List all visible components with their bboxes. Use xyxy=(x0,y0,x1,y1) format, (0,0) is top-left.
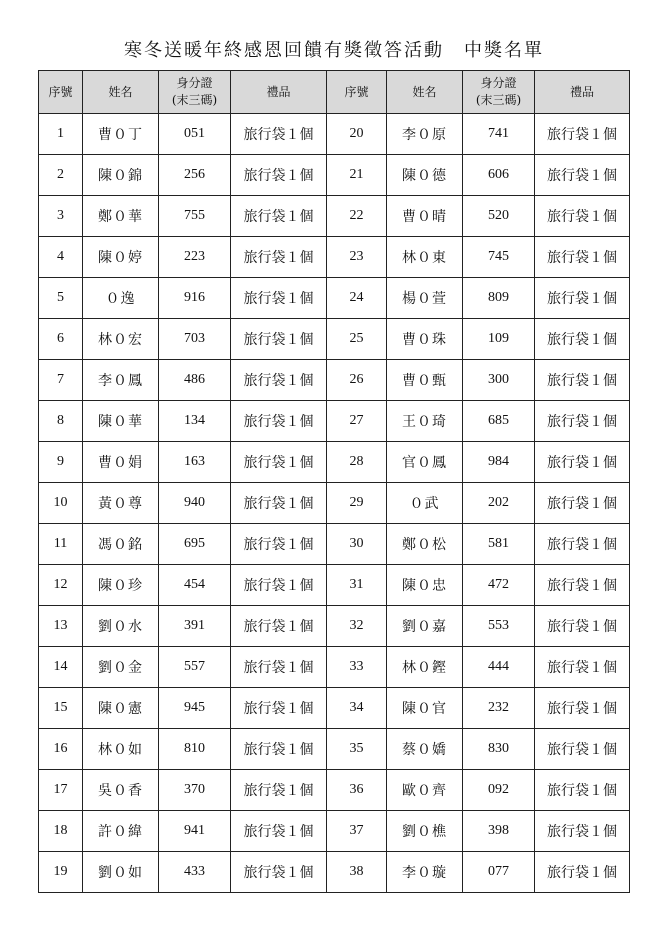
seq-cell: 9 xyxy=(39,442,83,483)
seq-cell: 12 xyxy=(39,565,83,606)
gift-cell: 旅行袋１個 xyxy=(231,401,327,442)
gift-cell: 旅行袋１個 xyxy=(535,114,630,155)
table-row xyxy=(39,770,630,811)
gift-cell: 旅行袋１個 xyxy=(535,811,630,852)
header-gift: 禮品 xyxy=(231,71,327,114)
gift-cell: 旅行袋１個 xyxy=(535,524,630,565)
gift-cell: 旅行袋１個 xyxy=(231,278,327,319)
name-cell: 陳０珍 xyxy=(83,565,159,606)
header-row xyxy=(39,71,630,114)
name-cell: 林０宏 xyxy=(83,319,159,360)
seq-cell: 23 xyxy=(327,237,387,278)
gift-cell: 旅行袋１個 xyxy=(231,688,327,729)
name-cell: 陳０官 xyxy=(387,688,463,729)
name-cell: 黃０尊 xyxy=(83,483,159,524)
seq-cell: 21 xyxy=(327,155,387,196)
name-cell: 陳０華 xyxy=(83,401,159,442)
table-row xyxy=(39,647,630,688)
id-cell: 202 xyxy=(463,483,535,524)
name-cell: 吳０香 xyxy=(83,770,159,811)
header-id-line2: (末三碼) xyxy=(171,93,218,107)
name-cell: 陳０錦 xyxy=(83,155,159,196)
table-row xyxy=(39,606,630,647)
id-cell: 398 xyxy=(463,811,535,852)
id-cell: 810 xyxy=(159,729,231,770)
id-cell: 606 xyxy=(463,155,535,196)
table-row xyxy=(39,319,630,360)
page-title: 寒冬送暖年終感恩回饋有獎徵答活動 中獎名單 xyxy=(124,40,544,61)
seq-cell: 20 xyxy=(327,114,387,155)
seq-cell: 15 xyxy=(39,688,83,729)
seq-cell: 24 xyxy=(327,278,387,319)
seq-cell: 25 xyxy=(327,319,387,360)
table-row xyxy=(39,811,630,852)
id-cell: 486 xyxy=(159,360,231,401)
name-cell: 曹０娟 xyxy=(83,442,159,483)
gift-cell: 旅行袋１個 xyxy=(535,401,630,442)
gift-cell: 旅行袋１個 xyxy=(231,155,327,196)
header-id-line2: (末三碼) xyxy=(475,93,522,107)
gift-cell: 旅行袋１個 xyxy=(535,319,630,360)
name-cell: 陳０憲 xyxy=(83,688,159,729)
name-cell: 陳０婷 xyxy=(83,237,159,278)
table-row xyxy=(39,155,630,196)
gift-cell: 旅行袋１個 xyxy=(535,647,630,688)
gift-cell: 旅行袋１個 xyxy=(535,278,630,319)
seq-cell: 10 xyxy=(39,483,83,524)
winners-table xyxy=(38,70,630,893)
name-cell: 楊０萱 xyxy=(387,278,463,319)
table-row xyxy=(39,278,630,319)
seq-cell: 32 xyxy=(327,606,387,647)
name-cell: ０武 xyxy=(387,483,463,524)
table-row xyxy=(39,442,630,483)
name-cell: 李０鳳 xyxy=(83,360,159,401)
gift-cell: 旅行袋１個 xyxy=(231,114,327,155)
id-cell: 557 xyxy=(159,647,231,688)
seq-cell: 35 xyxy=(327,729,387,770)
table-row xyxy=(39,114,630,155)
id-cell: 520 xyxy=(463,196,535,237)
name-cell: 李０原 xyxy=(387,114,463,155)
id-cell: 256 xyxy=(159,155,231,196)
gift-cell: 旅行袋１個 xyxy=(535,606,630,647)
seq-cell: 11 xyxy=(39,524,83,565)
table-row xyxy=(39,401,630,442)
id-cell: 092 xyxy=(463,770,535,811)
gift-cell: 旅行袋１個 xyxy=(231,565,327,606)
seq-cell: 17 xyxy=(39,770,83,811)
id-cell: 809 xyxy=(463,278,535,319)
table-row xyxy=(39,237,630,278)
gift-cell: 旅行袋１個 xyxy=(535,852,630,893)
gift-cell: 旅行袋１個 xyxy=(231,647,327,688)
id-cell: 232 xyxy=(463,688,535,729)
id-cell: 703 xyxy=(159,319,231,360)
id-cell: 741 xyxy=(463,114,535,155)
gift-cell: 旅行袋１個 xyxy=(231,770,327,811)
seq-cell: 33 xyxy=(327,647,387,688)
name-cell: 林０鏗 xyxy=(387,647,463,688)
table-row xyxy=(39,565,630,606)
seq-cell: 3 xyxy=(39,196,83,237)
header-seq: 序號 xyxy=(327,71,387,114)
name-cell: 劉０樵 xyxy=(387,811,463,852)
gift-cell: 旅行袋１個 xyxy=(231,483,327,524)
name-cell: 曹０晴 xyxy=(387,196,463,237)
id-cell: 941 xyxy=(159,811,231,852)
name-cell: 曹０甄 xyxy=(387,360,463,401)
gift-cell: 旅行袋１個 xyxy=(535,729,630,770)
id-cell: 755 xyxy=(159,196,231,237)
name-cell: 官０鳳 xyxy=(387,442,463,483)
id-cell: 454 xyxy=(159,565,231,606)
seq-cell: 37 xyxy=(327,811,387,852)
header-id-line1: 身分證 xyxy=(176,76,213,90)
seq-cell: 31 xyxy=(327,565,387,606)
seq-cell: 27 xyxy=(327,401,387,442)
name-cell: 劉０金 xyxy=(83,647,159,688)
seq-cell: 13 xyxy=(39,606,83,647)
seq-cell: 7 xyxy=(39,360,83,401)
gift-cell: 旅行袋１個 xyxy=(231,237,327,278)
name-cell: 許０緯 xyxy=(83,811,159,852)
id-cell: 916 xyxy=(159,278,231,319)
id-cell: 223 xyxy=(159,237,231,278)
table-row xyxy=(39,360,630,401)
id-cell: 077 xyxy=(463,852,535,893)
id-cell: 553 xyxy=(463,606,535,647)
gift-cell: 旅行袋１個 xyxy=(535,360,630,401)
gift-cell: 旅行袋１個 xyxy=(231,729,327,770)
gift-cell: 旅行袋１個 xyxy=(535,688,630,729)
name-cell: 李０璇 xyxy=(387,852,463,893)
table-row xyxy=(39,688,630,729)
seq-cell: 34 xyxy=(327,688,387,729)
name-cell: 歐０齊 xyxy=(387,770,463,811)
seq-cell: 6 xyxy=(39,319,83,360)
name-cell: 馮０銘 xyxy=(83,524,159,565)
seq-cell: 36 xyxy=(327,770,387,811)
table-row xyxy=(39,483,630,524)
header-id xyxy=(463,71,535,114)
id-cell: 444 xyxy=(463,647,535,688)
name-cell: ０逸 xyxy=(83,278,159,319)
seq-cell: 1 xyxy=(39,114,83,155)
seq-cell: 29 xyxy=(327,483,387,524)
seq-cell: 38 xyxy=(327,852,387,893)
header-id-line1: 身分證 xyxy=(480,76,517,90)
seq-cell: 26 xyxy=(327,360,387,401)
gift-cell: 旅行袋１個 xyxy=(535,196,630,237)
id-cell: 695 xyxy=(159,524,231,565)
seq-cell: 28 xyxy=(327,442,387,483)
table-row xyxy=(39,196,630,237)
gift-cell: 旅行袋１個 xyxy=(231,442,327,483)
gift-cell: 旅行袋１個 xyxy=(231,606,327,647)
seq-cell: 14 xyxy=(39,647,83,688)
name-cell: 鄭０松 xyxy=(387,524,463,565)
gift-cell: 旅行袋１個 xyxy=(535,483,630,524)
id-cell: 134 xyxy=(159,401,231,442)
table-row xyxy=(39,852,630,893)
header-name: 姓名 xyxy=(83,71,159,114)
gift-cell: 旅行袋１個 xyxy=(535,565,630,606)
gift-cell: 旅行袋１個 xyxy=(231,524,327,565)
id-cell: 581 xyxy=(463,524,535,565)
id-cell: 300 xyxy=(463,360,535,401)
name-cell: 劉０嘉 xyxy=(387,606,463,647)
gift-cell: 旅行袋１個 xyxy=(231,852,327,893)
name-cell: 陳０德 xyxy=(387,155,463,196)
id-cell: 940 xyxy=(159,483,231,524)
id-cell: 745 xyxy=(463,237,535,278)
id-cell: 685 xyxy=(463,401,535,442)
seq-cell: 4 xyxy=(39,237,83,278)
name-cell: 蔡０嬌 xyxy=(387,729,463,770)
seq-cell: 19 xyxy=(39,852,83,893)
id-cell: 163 xyxy=(159,442,231,483)
id-cell: 945 xyxy=(159,688,231,729)
id-cell: 472 xyxy=(463,565,535,606)
header-gift: 禮品 xyxy=(535,71,630,114)
name-cell: 劉０水 xyxy=(83,606,159,647)
seq-cell: 16 xyxy=(39,729,83,770)
name-cell: 林０如 xyxy=(83,729,159,770)
name-cell: 王０琦 xyxy=(387,401,463,442)
seq-cell: 8 xyxy=(39,401,83,442)
gift-cell: 旅行袋１個 xyxy=(231,319,327,360)
header-seq: 序號 xyxy=(39,71,83,114)
seq-cell: 2 xyxy=(39,155,83,196)
seq-cell: 22 xyxy=(327,196,387,237)
name-cell: 陳０忠 xyxy=(387,565,463,606)
id-cell: 051 xyxy=(159,114,231,155)
gift-cell: 旅行袋１個 xyxy=(535,770,630,811)
name-cell: 曹０珠 xyxy=(387,319,463,360)
table-row xyxy=(39,729,630,770)
gift-cell: 旅行袋１個 xyxy=(535,155,630,196)
id-cell: 109 xyxy=(463,319,535,360)
seq-cell: 30 xyxy=(327,524,387,565)
name-cell: 林０東 xyxy=(387,237,463,278)
winners-body xyxy=(39,114,630,893)
seq-cell: 18 xyxy=(39,811,83,852)
id-cell: 433 xyxy=(159,852,231,893)
gift-cell: 旅行袋１個 xyxy=(231,196,327,237)
table-row xyxy=(39,524,630,565)
gift-cell: 旅行袋１個 xyxy=(231,811,327,852)
id-cell: 370 xyxy=(159,770,231,811)
header-id xyxy=(159,71,231,114)
name-cell: 鄭０華 xyxy=(83,196,159,237)
gift-cell: 旅行袋１個 xyxy=(535,442,630,483)
gift-cell: 旅行袋１個 xyxy=(231,360,327,401)
id-cell: 984 xyxy=(463,442,535,483)
seq-cell: 5 xyxy=(39,278,83,319)
gift-cell: 旅行袋１個 xyxy=(535,237,630,278)
id-cell: 830 xyxy=(463,729,535,770)
name-cell: 劉０如 xyxy=(83,852,159,893)
id-cell: 391 xyxy=(159,606,231,647)
name-cell: 曹０丁 xyxy=(83,114,159,155)
header-name: 姓名 xyxy=(387,71,463,114)
